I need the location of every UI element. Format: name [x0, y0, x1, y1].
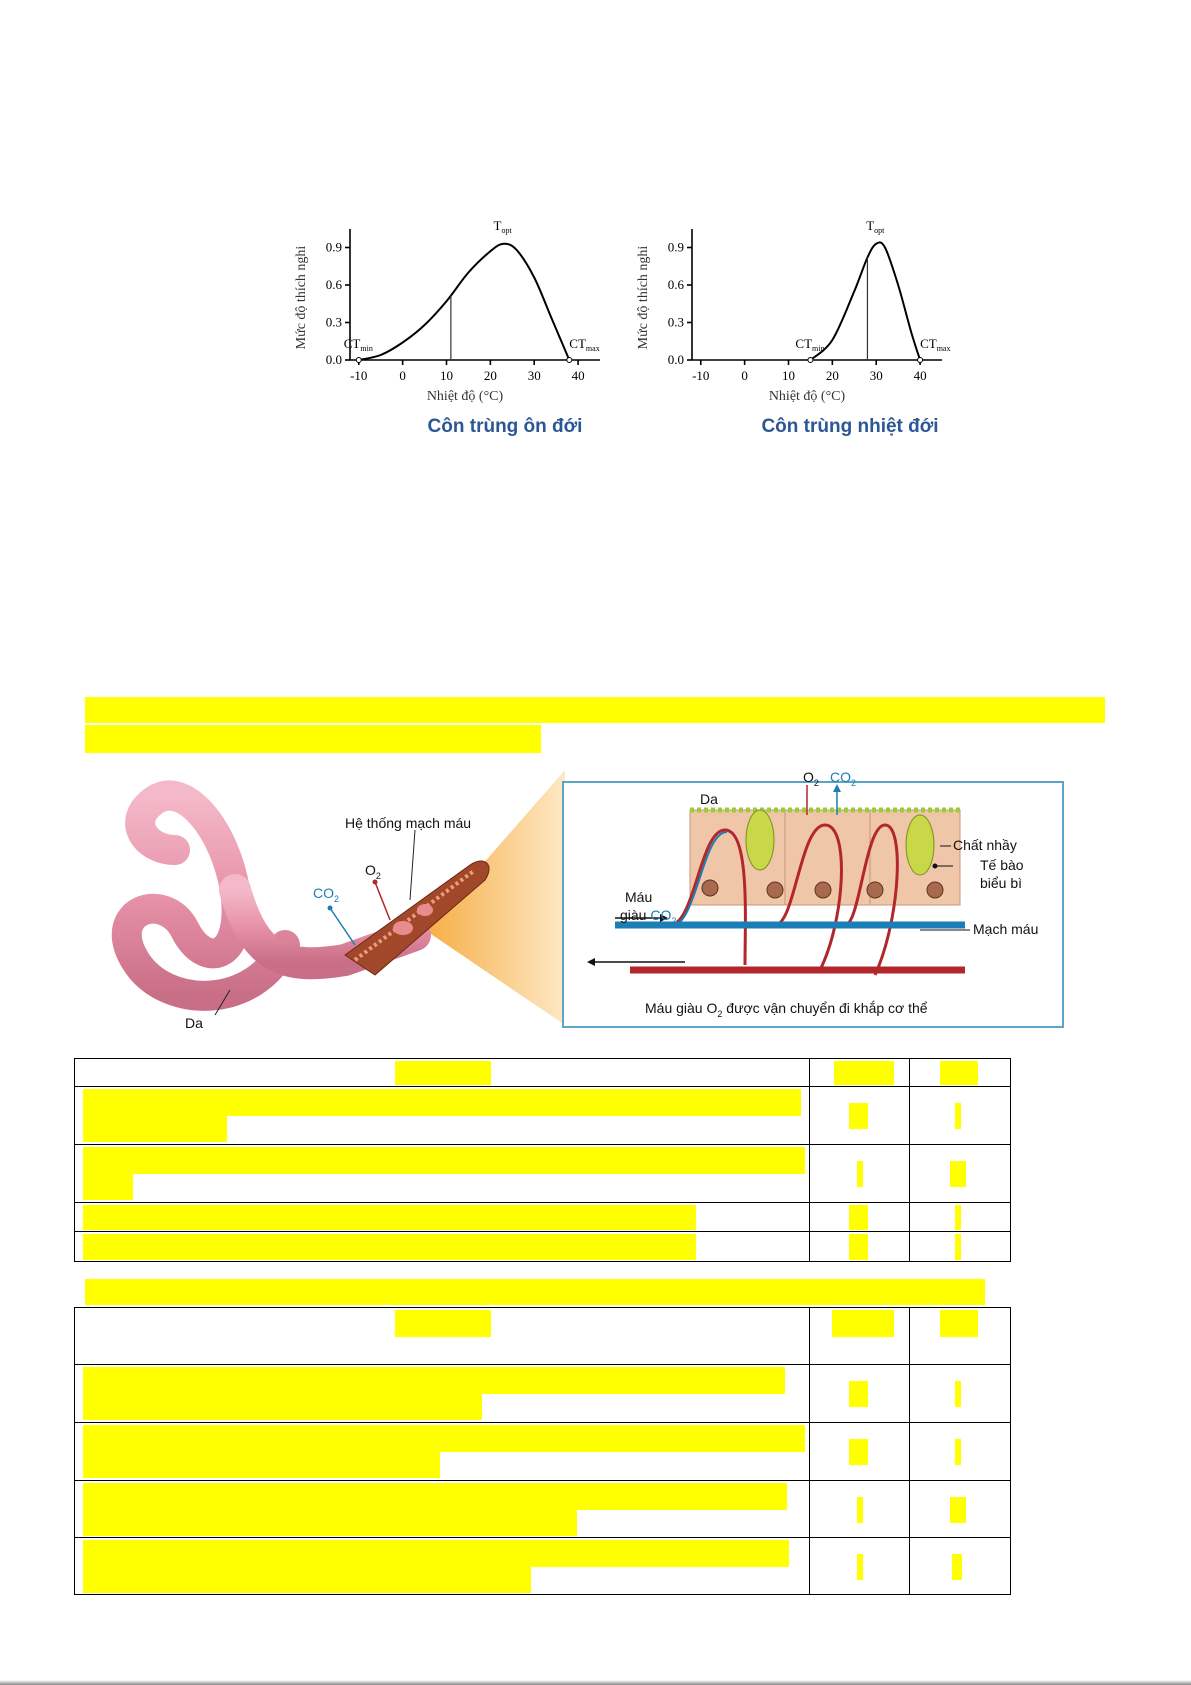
- table-2-row-2-false: [910, 1423, 1011, 1481]
- x-tick-label: 40: [913, 368, 927, 383]
- table-1-row-1-statement: [75, 1087, 810, 1145]
- worm-o2-label: $O_2$: [365, 862, 381, 881]
- table-2-row-4-false: [910, 1538, 1011, 1595]
- chart-temperate: [290, 215, 620, 415]
- x-axis-title: Nhiệt độ (°C): [768, 389, 846, 404]
- ct-min-label: $CT_{min}$: [343, 336, 373, 353]
- table-2-row-1-true: [809, 1365, 910, 1423]
- table-1-header-statement: [75, 1059, 810, 1087]
- y-tick-label: 0.9: [667, 239, 684, 255]
- highlight-heading-line-1: [85, 697, 1105, 723]
- table-1: [74, 1058, 1011, 1261]
- blood-co2-label-2: giàu $CO_2$: [620, 907, 677, 926]
- x-tick-label: 0: [399, 368, 406, 383]
- y-tick-label: 0.6: [325, 277, 342, 292]
- x-tick-label: 0: [741, 368, 748, 383]
- blood-co2-label-1: Máu: [625, 889, 653, 905]
- table-2-row-4-statement: [75, 1538, 810, 1595]
- table-1-row-4-statement: [75, 1232, 810, 1262]
- tolerance-curve: [810, 242, 920, 360]
- worm-co2-label: $CO_2$: [313, 885, 340, 904]
- table-2-header-statement: [75, 1308, 810, 1365]
- page-bottom-edge: [0, 1680, 1191, 1685]
- table-2-row-2-true: [809, 1423, 910, 1481]
- worm-skin-label: Da: [185, 1015, 203, 1031]
- blood-o2-label: Máu giàu $O_2$ được vận chuyển đi khắp cơ thể: [645, 1000, 928, 1019]
- table-2-row-2-statement: [75, 1423, 810, 1481]
- y-tick-label: 0.0: [325, 352, 342, 367]
- table-1-row-1-false: [910, 1087, 1011, 1145]
- x-tick-label: 20: [825, 368, 839, 383]
- table-2-header-false: [910, 1308, 1011, 1365]
- chart-tropical-svg: [632, 215, 962, 415]
- worm-vessels-label: Hệ thống mạch máu: [345, 815, 472, 831]
- y-axis-title: Mức độ thích nghi: [636, 245, 651, 350]
- table-2-row-3-statement: [75, 1481, 810, 1538]
- highlight-question-2: [85, 1279, 985, 1305]
- table-1-row-4-true: [809, 1232, 910, 1262]
- highlight-heading-line-2: [85, 725, 541, 753]
- vessel-label: Mạch máu: [973, 921, 1039, 937]
- y-tick-label: 0.3: [325, 314, 342, 330]
- tolerance-curve: [359, 244, 570, 360]
- table-1-row-1-true: [809, 1087, 910, 1145]
- table-2-row-1-false: [910, 1365, 1011, 1423]
- table-2-header-true: [809, 1308, 910, 1365]
- y-tick-label: 0.6: [667, 277, 684, 292]
- table-1-row-4-false: [910, 1232, 1011, 1262]
- table-2-row-3-false: [910, 1481, 1011, 1538]
- x-tick-label: 30: [527, 368, 541, 383]
- table-1-row-3-true: [809, 1203, 910, 1232]
- table-2-row-4-true: [809, 1538, 910, 1595]
- chart-tropical: [632, 215, 962, 415]
- inset-co2-label: $CO_2$: [830, 770, 857, 788]
- x-tick-label: 10: [781, 368, 795, 383]
- table-2-row-1-statement: [75, 1365, 810, 1423]
- x-tick-label: 30: [869, 368, 883, 383]
- table-2: [74, 1307, 1011, 1594]
- chart-tropical-caption: Côn trùng nhiệt đới: [761, 416, 939, 437]
- table-1-header-true: [809, 1059, 910, 1087]
- table-1-row-3-statement: [75, 1203, 810, 1232]
- ct-max-point: [918, 358, 923, 363]
- y-tick-label: 0.0: [667, 352, 684, 367]
- x-tick-label: 10: [439, 368, 453, 383]
- worm-body: [127, 796, 285, 996]
- table-1-row-3-false: [910, 1203, 1011, 1232]
- ct-max-point: [567, 358, 572, 363]
- y-tick-label: 0.9: [325, 239, 342, 255]
- y-tick-label: 0.3: [667, 314, 684, 330]
- table-1-header-false: [910, 1059, 1011, 1087]
- x-tick-label: 20: [483, 368, 497, 383]
- y-axis-title: Mức độ thích nghi: [294, 245, 309, 350]
- x-tick-label: -10: [692, 368, 710, 383]
- table-1-row-2-false: [910, 1145, 1011, 1203]
- chart-temperate-svg: [290, 215, 620, 415]
- mucus-label: Chất nhầy: [953, 837, 1017, 853]
- ct-min-point: [808, 358, 813, 363]
- x-axis-title: Nhiệt độ (°C): [426, 389, 504, 404]
- table-2-row-3-true: [809, 1481, 910, 1538]
- earthworm-diagram: [85, 770, 1085, 1035]
- inset-o2-label: $O_2$: [803, 770, 819, 788]
- ct-max-label: $CT_{max}$: [920, 336, 951, 353]
- table-1-row-2-true: [809, 1145, 910, 1203]
- inset-skin-label: Da: [700, 791, 718, 807]
- chart-temperate-caption: Côn trùng ôn đới: [427, 416, 583, 437]
- ct-min-point: [356, 358, 361, 363]
- epidermis-label-2: biểu bì: [980, 875, 1023, 891]
- ct-min-label: $CT_{min}$: [795, 336, 825, 353]
- table-1-row-2-statement: [75, 1145, 810, 1203]
- ct-max-label: $CT_{max}$: [569, 336, 600, 353]
- t-opt-label: $T_{opt}$: [866, 217, 885, 235]
- x-tick-label: 40: [571, 368, 585, 383]
- x-tick-label: -10: [350, 368, 368, 383]
- epidermis-label-1: Tế bào: [980, 857, 1024, 873]
- t-opt-label: $T_{opt}$: [493, 217, 512, 235]
